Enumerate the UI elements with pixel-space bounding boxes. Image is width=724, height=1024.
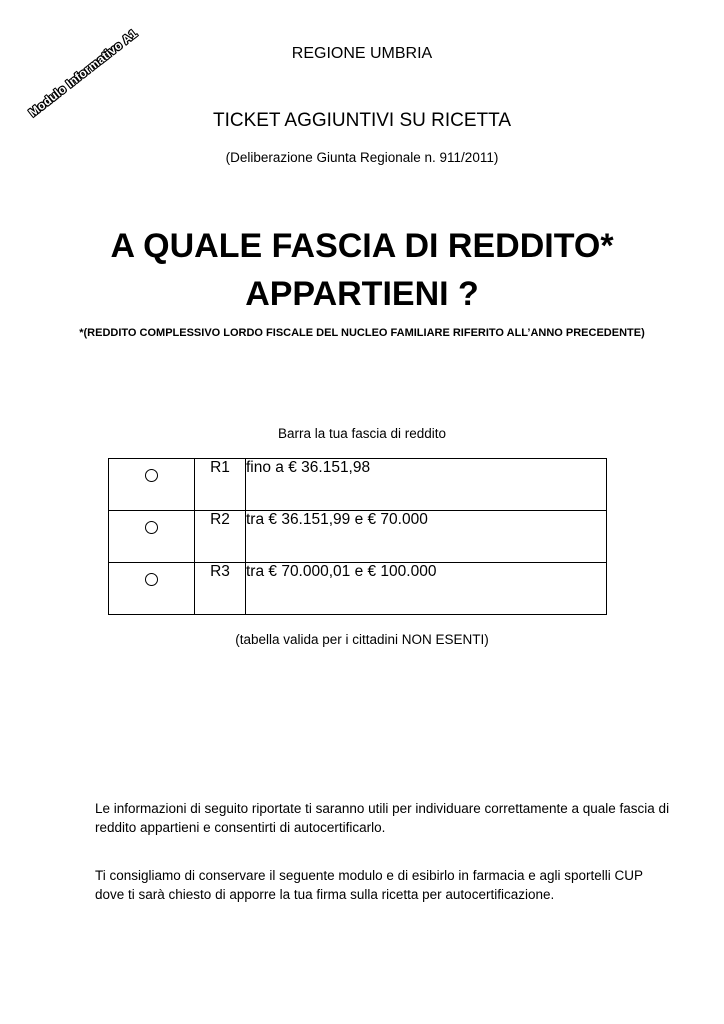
table-row <box>109 511 607 563</box>
radio-button[interactable] <box>145 573 158 586</box>
radio-button[interactable] <box>145 469 158 482</box>
band-code: R2 <box>195 511 246 563</box>
band-description: tra € 70.000,01 e € 100.000 <box>246 563 607 615</box>
band-code: R1 <box>195 459 246 511</box>
document-title: TICKET AGGIUNTIVI SU RICETTA <box>212 110 512 131</box>
band-r2-radio-cell[interactable] <box>109 511 195 563</box>
income-band-table <box>108 458 607 615</box>
band-description: tra € 36.151,99 e € 70.000 <box>246 511 607 563</box>
table-row <box>109 563 607 615</box>
band-r1-radio-cell[interactable] <box>109 459 195 511</box>
band-description: fino a € 36.151,98 <box>246 459 607 511</box>
module-stamp: Modulo Informativo A1 <box>25 26 141 120</box>
advice-paragraph: Ti consigliamo di conservare il seguente modulo e di esibirlo in farmacia e agli sportelli CUP dove ti sarà chiesto di apporre la tua firma sulla ricetta per autocertificazione. <box>95 868 643 902</box>
table-validity-note: (tabella valida per i cittadini NON ESENTI) <box>235 632 489 647</box>
band-r3-radio-cell[interactable] <box>109 563 195 615</box>
main-question <box>0 222 724 318</box>
income-definition-note: *(REDDITO COMPLESSIVO LORDO FISCALE DEL NUCLEO FAMILIARE RIFERITO ALL’ANNO PRECEDENTE) <box>79 327 645 339</box>
main-question-line-2: APPARTIENI ? <box>245 275 479 313</box>
radio-button[interactable] <box>145 521 158 534</box>
main-question-line-1: A QUALE FASCIA DI REDDITO* <box>110 227 614 265</box>
region-header: REGIONE UMBRIA <box>291 45 433 62</box>
selection-instruction: Barra la tua fascia di reddito <box>277 426 447 441</box>
deliberation-reference: (Deliberazione Giunta Regionale n. 911/2011) <box>225 150 499 165</box>
band-code: R3 <box>195 563 246 615</box>
table-row <box>109 459 607 511</box>
info-paragraph: Le informazioni di seguito riportate ti saranno utili per individuare correttamente a quale fascia di reddito appartieni e consentirti di autocertificarlo. <box>95 801 670 835</box>
